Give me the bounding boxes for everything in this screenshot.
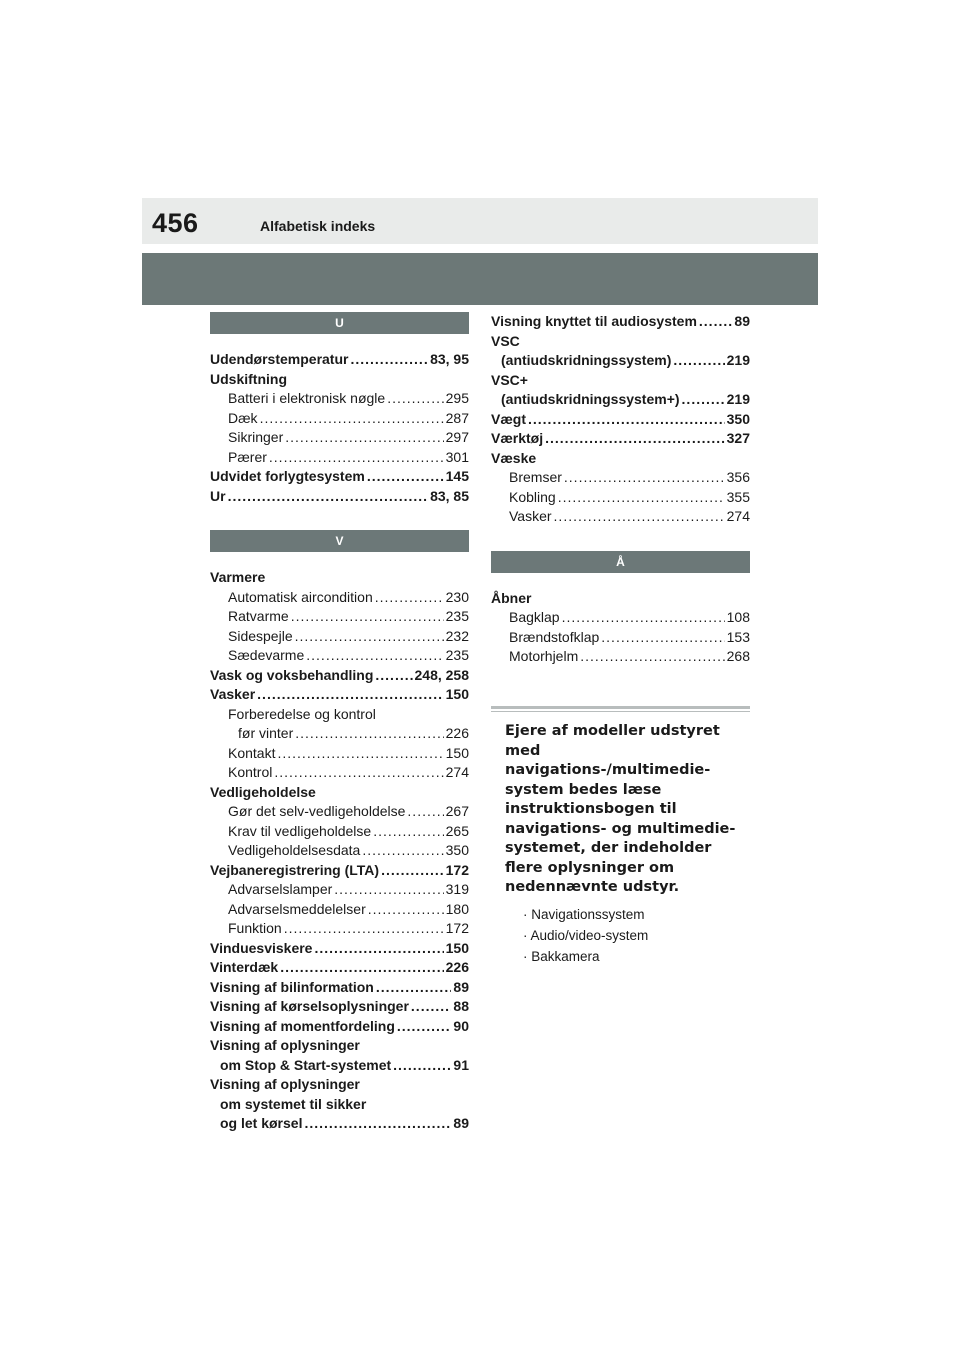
index-entry: Visning af kørselsoplysninger ..... 88 (210, 997, 469, 1017)
index-subheading: Forberedelse og kontrol (228, 705, 376, 722)
index-entry: Værktøj ..... 327 (491, 429, 750, 449)
index-subentry: Sidespejle ..... 232 (210, 627, 469, 647)
note-list-item: · Audio/video-system (523, 927, 649, 943)
page-number: 456 (152, 208, 199, 238)
multimedia-note (491, 706, 750, 967)
note-divider (491, 711, 750, 712)
index-entry: og let kørsel ..... 89 (210, 1114, 469, 1134)
index-subentry: Automatisk aircondition ..... 230 (210, 588, 469, 608)
index-heading: Visning af oplysninger (210, 1076, 360, 1092)
index-entry: Vægt ..... 350 (491, 410, 750, 430)
index-entry: Udvidet forlygtesystem ..... 145 (210, 467, 469, 487)
index-subentry: Advarselslamper ..... 319 (210, 880, 469, 900)
index-subentry: Sikringer ..... 297 (210, 428, 469, 448)
note-text: Ejere af modeller udstyret med navigations-/multimedie-system bedes læse instruktionsbogen til navigations- og multimedie-systemet, der indeholder flere oplysninger om nedennævnte udstyr. (505, 723, 736, 895)
index-subentry: Vedligeholdelsesdata ..... 350 (210, 841, 469, 861)
note-divider (491, 706, 750, 709)
note-list-item: · Bakkamera (523, 948, 600, 964)
index-heading: om systemet til sikker (220, 1095, 367, 1112)
index-heading: Udskiftning (210, 370, 287, 387)
index-subentry: Dæk ..... 287 (210, 409, 469, 429)
index-heading: Åbner (491, 589, 532, 606)
header-band (142, 253, 818, 305)
note-list-item: · Navigationssystem (523, 906, 645, 922)
index-entry: Visning af bilinformation ..... 89 (210, 978, 469, 998)
index-column-right (491, 312, 750, 667)
index-heading: VSC+ (491, 371, 528, 388)
index-entry: Visning knyttet til audiosystem ..... 89 (491, 312, 750, 332)
index-column-left (210, 312, 469, 1134)
index-entry: Ur ..... 83, 85 (210, 487, 469, 507)
index-heading: Varmere (210, 569, 266, 585)
note-list (523, 904, 750, 967)
index-entry: Visning af momentfordeling ..... 90 (210, 1017, 469, 1037)
index-subentry: Bagklap ..... 108 (491, 608, 750, 628)
index-heading: Væske (491, 449, 537, 466)
index-heading: Visning af oplysninger (210, 1037, 360, 1053)
index-subentry: Ratvarme ..... 235 (210, 607, 469, 627)
index-subentry: Funktion ..... 172 (210, 919, 469, 939)
index-subentry: Kontrol ..... 274 (210, 763, 469, 783)
index-subentry: Vasker ..... 274 (491, 507, 750, 527)
index-entry: Vejbaneregistrering (LTA) ..... 172 (210, 861, 469, 881)
index-entry: om Stop & Start-systemet ..... 91 (210, 1056, 469, 1076)
index-subentry: Kontakt ..... 150 (210, 744, 469, 764)
index-subentry: Sædevarme ..... 235 (210, 646, 469, 666)
index-heading: VSC (491, 332, 520, 349)
index-subentry: før vinter ..... 226 (210, 724, 469, 744)
index-heading: Vedligeholdelse (210, 783, 316, 800)
index-subentry: Brændstofklap ..... 153 (491, 628, 750, 648)
index-subentry: Motorhjelm ..... 268 (491, 647, 750, 667)
index-entry: Vinduesviskere ..... 150 (210, 939, 469, 959)
index-subentry: Kobling ..... 355 (491, 488, 750, 508)
index-entry: (antiudskridningssystem+) ..... 219 (491, 390, 750, 410)
letter-heading-v: V (210, 530, 469, 552)
letter-heading-u: U (210, 312, 469, 334)
index-subentry: Gør det selv-vedligeholdelse ..... 267 (210, 802, 469, 822)
index-subentry: Batteri i elektronisk nøgle ..... 295 (210, 389, 469, 409)
index-entry: Vasker ..... 150 (210, 685, 469, 705)
index-entry: (antiudskridningssystem) ..... 219 (491, 351, 750, 371)
index-entry: Udendørstemperatur ..... 83, 95 (210, 350, 469, 370)
section-title: Alfabetisk indeks (260, 218, 376, 234)
index-subentry: Krav til vedligeholdelse ..... 265 (210, 822, 469, 842)
index-subentry: Bremser ..... 356 (491, 468, 750, 488)
page-header (142, 198, 818, 244)
index-subentry: Pærer ..... 301 (210, 448, 469, 468)
index-entry: Vinterdæk ..... 226 (210, 958, 469, 978)
letter-heading-aa: Å (491, 551, 750, 573)
index-entry: Vask og voksbehandling ..... 248, 258 (210, 666, 469, 686)
index-subentry: Advarselsmeddelelser ..... 180 (210, 900, 469, 920)
